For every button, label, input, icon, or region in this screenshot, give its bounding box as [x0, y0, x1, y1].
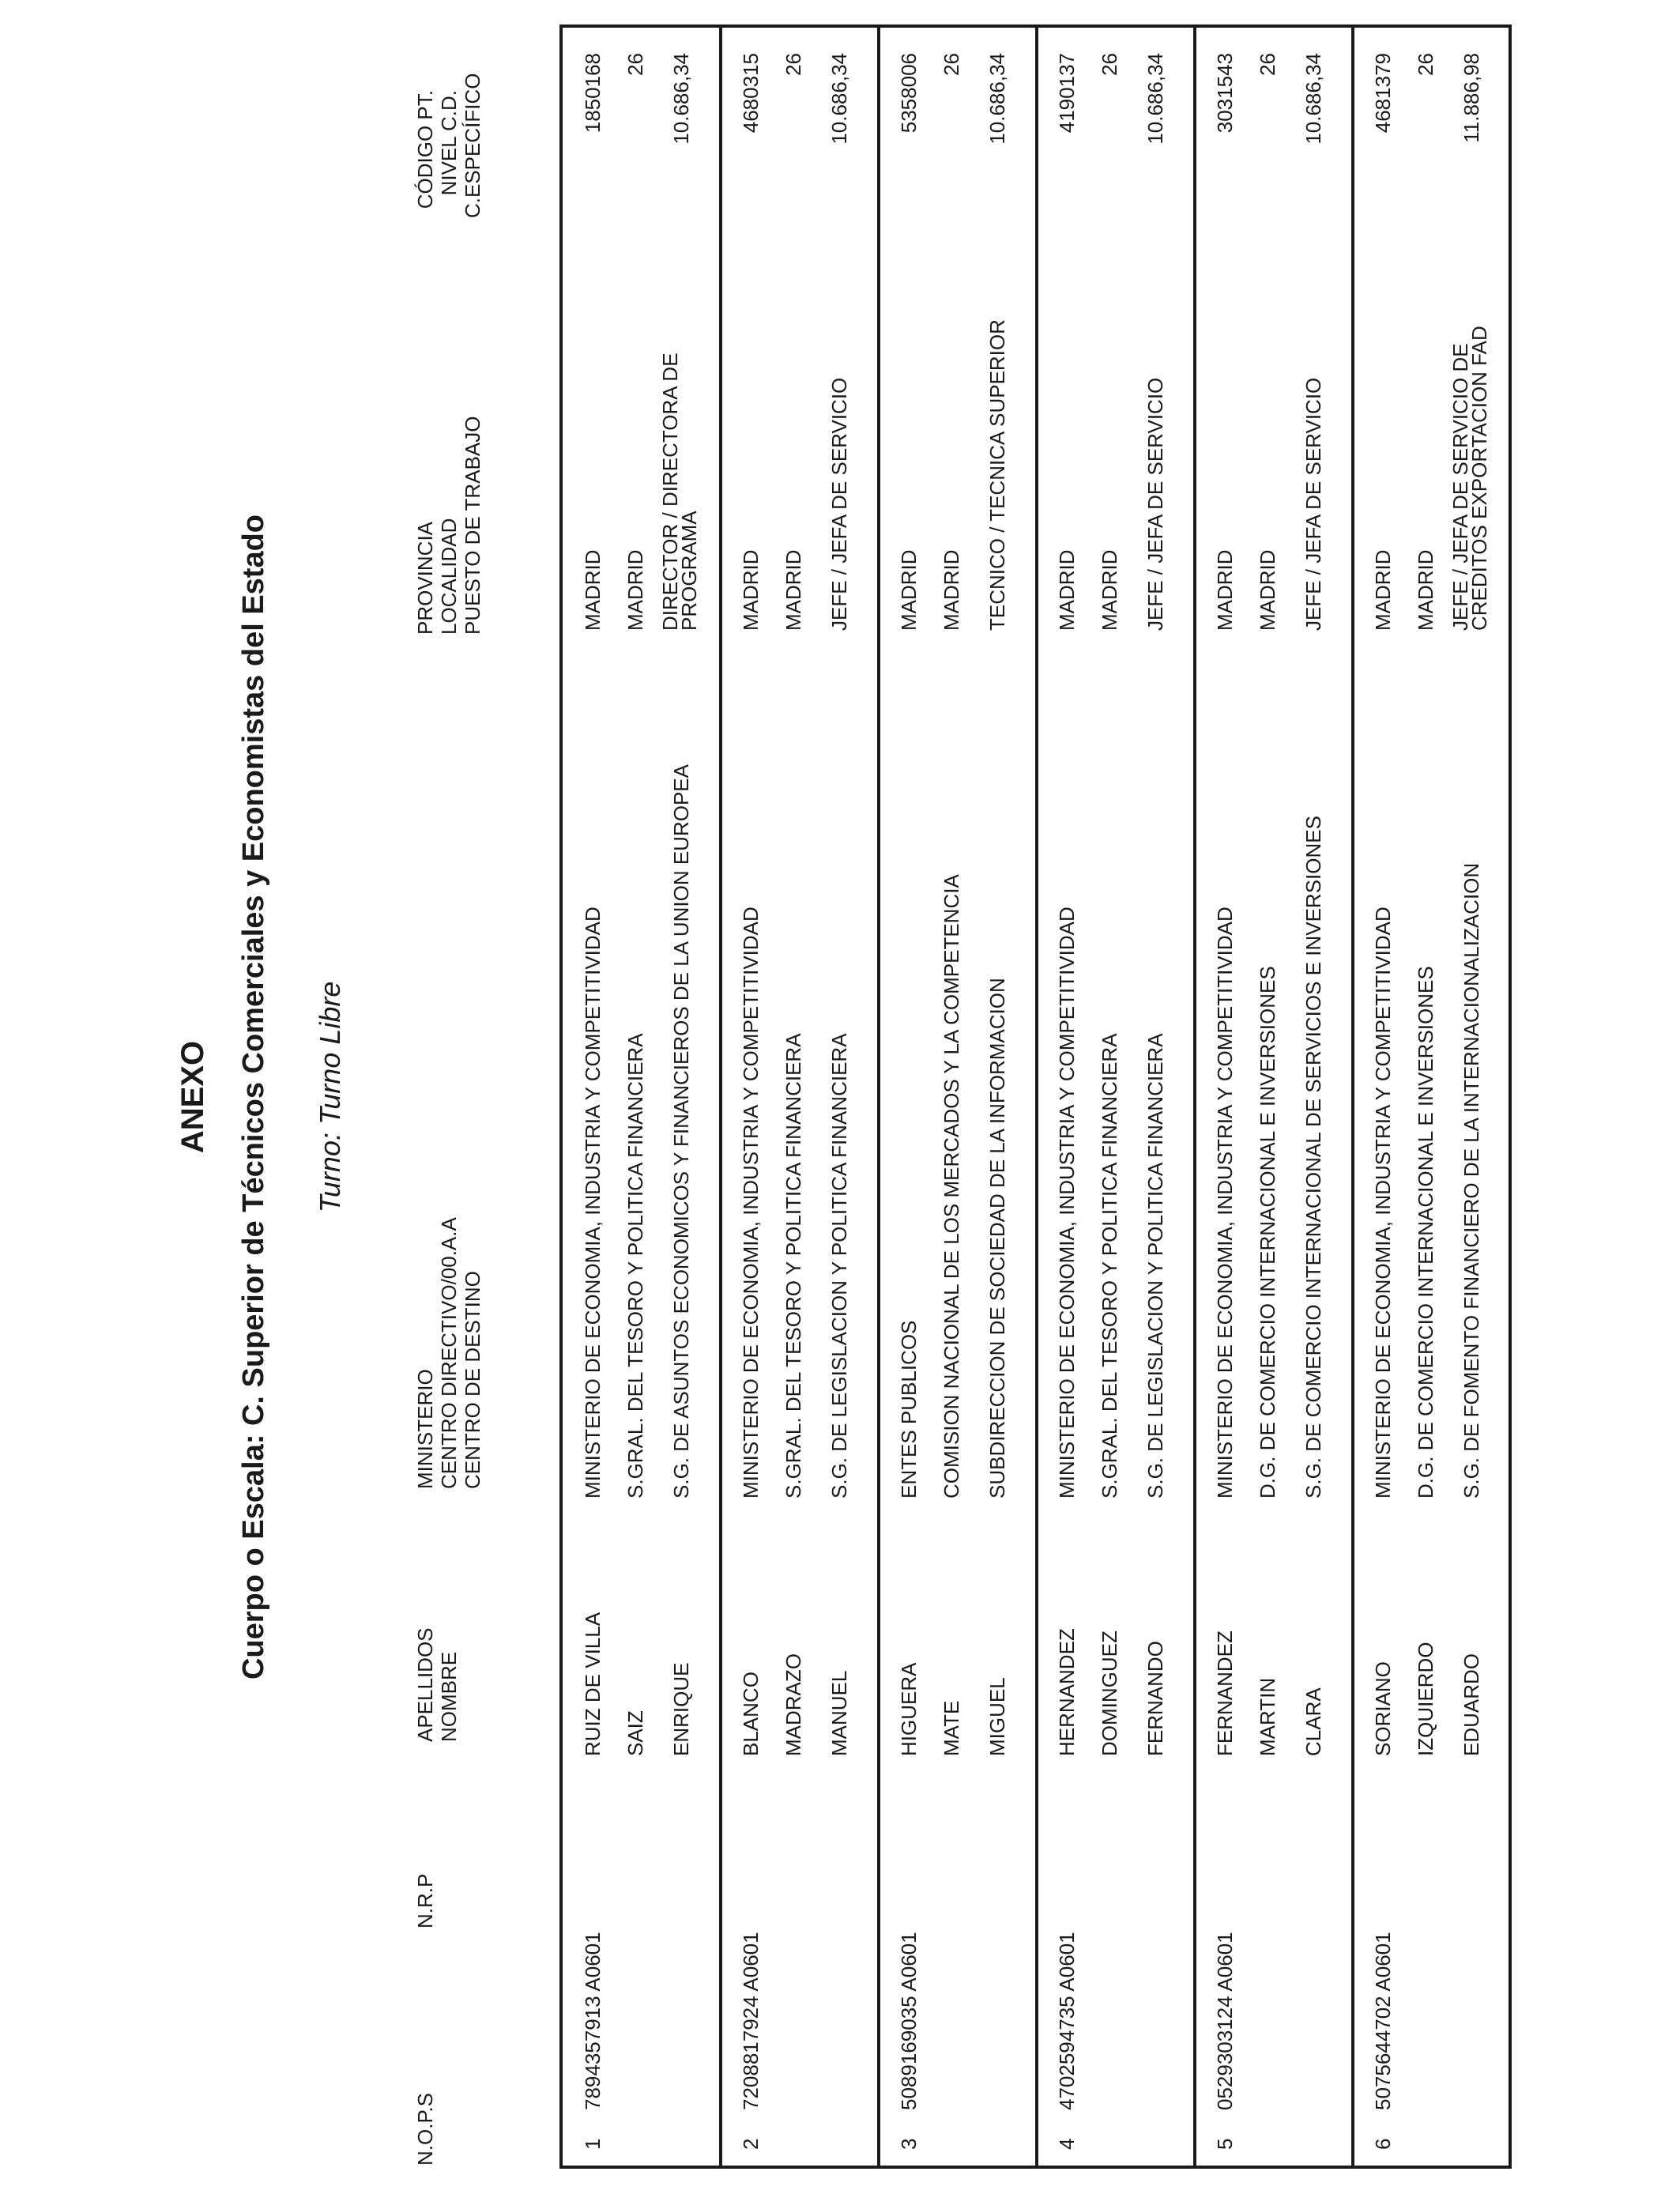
row-name-line: MATE	[940, 1700, 963, 1756]
table-row	[879, 28, 1037, 2166]
row-place-line: MADRID	[1256, 549, 1279, 631]
row-name-line: FERNANDO	[1143, 1641, 1167, 1756]
row-code-line: 26	[623, 53, 647, 76]
row-place-line: MADRID	[1098, 549, 1121, 631]
row-org-line: MINISTERIO DE ECONOMIA, INDUSTRIA Y COMPETITIVIDAD	[1055, 907, 1079, 1498]
table-row	[1037, 28, 1195, 2166]
table-row	[1353, 28, 1511, 2166]
header-ministerio-line: MINISTERIO	[413, 1369, 437, 1489]
header-provincia-line: PROVINCIA	[413, 521, 437, 635]
row-code-line: 3031543	[1213, 53, 1237, 134]
row-code-line: 5358006	[897, 53, 921, 134]
header-nops-label: N.O.P.S	[413, 2092, 437, 2166]
row-name-line: SORIANO	[1371, 1661, 1395, 1756]
row-place-line: JEFE / JEFA DE SERVICIO	[827, 377, 851, 631]
row-place-line: MADRID	[1213, 549, 1237, 631]
row-nrp: 4702594735 A0601	[1055, 1932, 1079, 2110]
row-place-line: JEFE / JEFA DE SERVICIO	[1301, 377, 1325, 631]
row-code-line: 11.886,98	[1460, 53, 1483, 143]
row-divider	[1351, 28, 1354, 2166]
row-name-line: FERNANDEZ	[1213, 1630, 1237, 1756]
document-subtitle: Cuerpo o Escala: C. Superior de Técnicos Comerciales y Economistas del Estado	[237, 514, 270, 1680]
row-org-line: S.GRAL. DEL TESORO Y POLITICA FINANCIERA	[623, 1033, 647, 1498]
header-codigo-line: C.ESPECÍFICO	[461, 73, 484, 218]
row-org-line: MINISTERIO DE ECONOMIA, INDUSTRIA Y COMPETITIVIDAD	[1213, 907, 1237, 1498]
row-name-line: DOMINGUEZ	[1098, 1630, 1121, 1756]
header-provincia-line: PUESTO DE TRABAJO	[461, 416, 484, 635]
row-name-line: BLANCO	[739, 1672, 763, 1756]
row-name-line: MANUEL	[827, 1670, 851, 1756]
records-table	[559, 25, 1512, 2169]
row-org-line: D.G. DE COMERCIO INTERNACIONAL E INVERSIONES	[1414, 966, 1437, 1498]
row-name-line: RUIZ DE VILLA	[581, 1612, 605, 1756]
row-place-line: MADRID	[739, 549, 763, 631]
row-place-line: JEFE / JEFA DE SERVICIO DE CREDITOS EXPORTACION FAD	[1448, 326, 1491, 631]
row-code-line: 1850168	[581, 53, 605, 134]
row-name-line: EDUARDO	[1460, 1653, 1483, 1756]
row-nrp: 0529303124 A0601	[1213, 1932, 1237, 2110]
row-code-line: 26	[940, 53, 963, 76]
header-provincia-line: LOCALIDAD	[437, 518, 461, 635]
header-ministerio-line: CENTRO DE DESTINO	[461, 1271, 484, 1489]
row-place-line: MADRID	[782, 549, 805, 631]
header-provincia	[413, 417, 484, 635]
row-name-line: MADRAZO	[782, 1653, 805, 1756]
row-nrp: 7894357913 A0601	[581, 1932, 605, 2110]
row-place-line: TECNICO / TECNICA SUPERIOR	[985, 319, 1009, 631]
row-code-line: 26	[782, 53, 805, 76]
row-divider	[719, 28, 722, 2166]
row-code-line: 26	[1256, 53, 1279, 76]
row-nops: 1	[581, 2138, 605, 2150]
row-code-line: 10.686,34	[827, 53, 851, 145]
row-code-line: 10.686,34	[1143, 53, 1167, 145]
header-codigo-line: CÓDIGO PT.	[413, 90, 437, 209]
row-name-line: MARTIN	[1256, 1677, 1279, 1756]
row-code-line: 26	[1414, 53, 1437, 76]
row-place-line: MADRID	[1371, 549, 1395, 631]
row-place-line: MADRID	[897, 549, 921, 631]
row-nops: 6	[1371, 2138, 1395, 2150]
row-divider	[1035, 28, 1038, 2166]
row-org-line: S.G. DE COMERCIO INTERNACIONAL DE SERVICIOS E INVERSIONES	[1301, 816, 1325, 1498]
row-org-line: S.G. DE LEGISLACION Y POLITICA FINANCIERA	[1143, 1033, 1167, 1498]
turno-label: Turno: Turno Libre	[314, 981, 346, 1213]
header-ministerio-line: CENTRO DIRECTIVO/00.A.A	[437, 1217, 461, 1489]
row-place-line: MADRID	[581, 549, 605, 631]
row-name-line: HIGUERA	[897, 1662, 921, 1756]
row-nops: 2	[739, 2138, 763, 2150]
row-nrp: 5075644702 A0601	[1371, 1932, 1395, 2110]
header-nrp-label: N.R.P	[413, 1873, 437, 1928]
row-name-line: HERNANDEZ	[1055, 1628, 1079, 1756]
row-code-line: 4190137	[1055, 53, 1079, 134]
row-place-line: DIRECTOR / DIRECTORA DE PROGRAMA	[658, 352, 701, 631]
header-ministerio	[413, 1217, 484, 1489]
row-nrp: 7208817924 A0601	[739, 1932, 763, 2110]
row-code-line: 10.686,34	[669, 53, 693, 145]
header-nrp	[413, 1874, 437, 1928]
row-org-line: D.G. DE COMERCIO INTERNACIONAL E INVERSIONES	[1256, 966, 1279, 1498]
row-code-line: 4681379	[1371, 53, 1395, 134]
row-name-line: ENRIQUE	[669, 1662, 693, 1756]
table-row	[563, 28, 721, 2166]
row-org-line: S.GRAL. DEL TESORO Y POLITICA FINANCIERA	[782, 1033, 805, 1498]
header-codigo	[413, 73, 484, 218]
row-name-line: IZQUIERDO	[1414, 1642, 1437, 1756]
row-place-line: MADRID	[1055, 549, 1079, 631]
row-code-line: 26	[1098, 53, 1121, 76]
row-org-line: MINISTERIO DE ECONOMIA, INDUSTRIA Y COMPETITIVIDAD	[581, 907, 605, 1498]
row-code-line: 10.686,34	[1301, 53, 1325, 145]
row-code-line: 4680315	[739, 53, 763, 134]
row-code-line: 10.686,34	[985, 53, 1009, 145]
row-org-line: S.G. DE ASUNTOS ECONOMICOS Y FINANCIEROS DE LA UNION EUROPEA	[669, 764, 693, 1498]
row-name-line: MIGUEL	[985, 1677, 1009, 1756]
header-nops	[413, 2093, 437, 2166]
row-org-line: S.G. DE FOMENTO FINANCIERO DE LA INTERNACIONALIZACION	[1460, 862, 1483, 1498]
row-place-line: MADRID	[940, 549, 963, 631]
table-row	[721, 28, 879, 2166]
row-place-line: JEFE / JEFA DE SERVICIO	[1143, 377, 1167, 631]
row-name-line: SAIZ	[623, 1710, 647, 1756]
row-nops: 5	[1213, 2138, 1237, 2150]
row-name-line: CLARA	[1301, 1687, 1325, 1756]
row-divider	[1193, 28, 1196, 2166]
document-title: ANEXO	[175, 1040, 210, 1154]
row-place-line: MADRID	[1414, 549, 1437, 631]
row-org-line: SUBDIRECCION DE SOCIEDAD DE LA INFORMACION	[985, 978, 1009, 1498]
table-row	[1195, 28, 1353, 2166]
header-codigo-line: NIVEL C.D.	[437, 90, 461, 196]
header-apellidos-line: APELLIDOS	[413, 1627, 437, 1742]
row-org-line: MINISTERIO DE ECONOMIA, INDUSTRIA Y COMPETITIVIDAD	[1371, 907, 1395, 1498]
row-nops: 3	[897, 2138, 921, 2150]
row-org-line: S.GRAL. DEL TESORO Y POLITICA FINANCIERA	[1098, 1033, 1121, 1498]
row-org-line: S.G. DE LEGISLACION Y POLITICA FINANCIERA	[827, 1033, 851, 1498]
header-apellidos	[413, 1627, 461, 1742]
row-org-line: ENTES PUBLICOS	[897, 1320, 921, 1498]
row-nops: 4	[1055, 2138, 1079, 2150]
row-org-line: COMISION NACIONAL DE LOS MERCADOS Y LA COMPETENCIA	[940, 874, 963, 1498]
row-org-line: MINISTERIO DE ECONOMIA, INDUSTRIA Y COMPETITIVIDAD	[739, 907, 763, 1498]
row-place-line: MADRID	[623, 549, 647, 631]
row-nrp: 5089169035 A0601	[897, 1932, 921, 2110]
header-apellidos-line: NOMBRE	[437, 1651, 461, 1742]
row-divider	[877, 28, 880, 2166]
